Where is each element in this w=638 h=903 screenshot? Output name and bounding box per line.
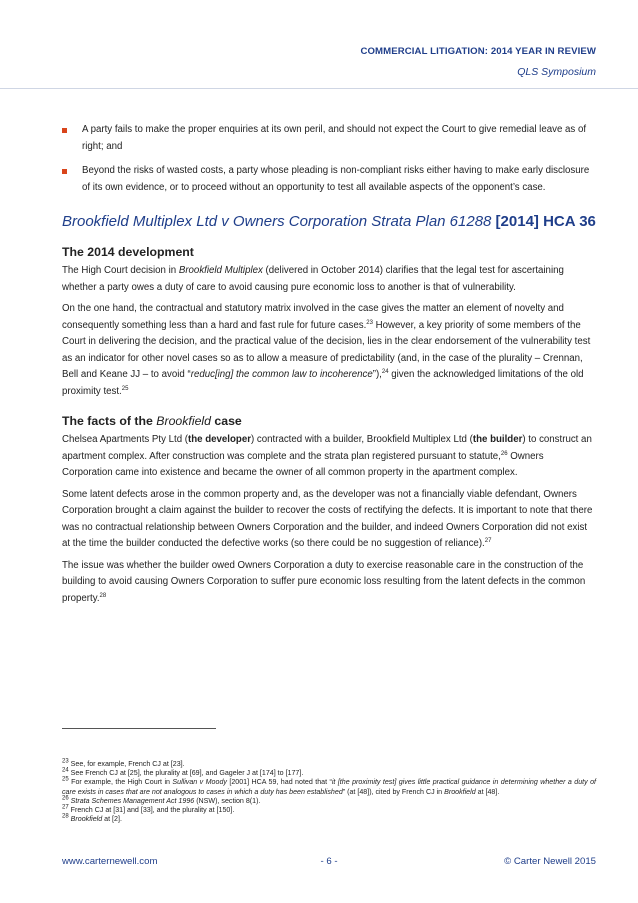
- footnote-ref[interactable]: 24: [381, 368, 389, 375]
- footnote: $^{25}$ For example, the High Court in Sullivan v Moody [2001] HCA 59, had noted that “it [the proximity test] gives little practical guidance in determining whether a duty of care exists in cases that are not analogous to cases in which a duty has been established” (at [48]), cited by French CJ in Brookfield at [48].: [62, 777, 597, 796]
- header-subtitle: QLS Symposium: [517, 66, 596, 78]
- footer-copyright: © Carter Newell 2015: [504, 856, 596, 867]
- footnote-ref[interactable]: 27: [484, 537, 492, 544]
- footnote-ref[interactable]: 26: [500, 450, 508, 457]
- footer-website-link[interactable]: www.carternewell.com: [62, 856, 158, 867]
- paragraph: The issue was whether the builder owed Owners Corporation a duty to exercise reasonable care in the construction of the building to avoid causing Owners Corporation to suffer pure economic loss resulting from the latent defects in the common property.$^{28}$: [62, 559, 586, 604]
- footnote: $^{26}$ Strata Schemes Management Act 1996 (NSW), section 8(1).: [62, 795, 261, 805]
- footnote-ref[interactable]: 25: [121, 385, 129, 392]
- paragraph: Chelsea Apartments Pty Ltd (the developer) contracted with a builder, Brookfield Multiplex Ltd (the builder) to construct an apartment complex. After construction was complete and the strata plan registered pursuant to statute,$^{26}$ Owners Corporation came into existence and became the owner of all common property in the apartment complex.: [62, 434, 592, 478]
- case-heading: [62, 212, 596, 231]
- footnote: $^{24}$ See French CJ at [25], the plurality at [69], and Gageler J at [174] to [177].: [62, 767, 304, 778]
- main-content: [62, 122, 596, 612]
- paragraph: Some latent defects arose in the common property and, as the developer was not a financially viable defendant, Owners Corporation brought a claim against the builder to recover the costs of rectifying the defects. It is important to note that there was no contractual relationship between Owners Corporation and the builder, and indeed Owners Corporation did not exist at the time the builder conducted the defective works (so there could be no suggestion of reliance).$^{27}$: [62, 488, 593, 549]
- footnote: $^{28}$ Brookfield at [2].: [62, 813, 122, 824]
- footnote-divider: [62, 728, 216, 729]
- bullet-item: [62, 163, 596, 196]
- footnotes: [62, 760, 596, 824]
- footer-page-number: - 6 -: [320, 856, 338, 867]
- bullet-item: [62, 122, 596, 155]
- bullet-text: A party fails to make the proper enquiries at its own peril, and should not expect the Court to give remedial leave as of right; and: [82, 124, 587, 152]
- bullet-square-icon: [62, 169, 67, 174]
- footnote: $^{27}$ French CJ at [31] and [33], and the plurality at [150].: [62, 804, 235, 815]
- paragraph: On the one hand, the contractual and statutory matrix involved in the case gives the matter an element of novelty and consequently something less than a hard and fast rule for future cases.$^{23}$ However, a key priority of some members of the Court in delivering the decision, and the practical value of the decision, lies in the clear endorsement of the vulnerability test as an indicator for other novel cases so as to allow a measure of predictability (and, in the case of the plurality – Crennan, Bell and Keane JJ – to avoid “reduc[ing] the common law to incoherence”),$^{24}$ given the acknowledged limitations of the old proximity test.$^{25}$: [62, 303, 591, 397]
- case-citation: [2014] HCA 36: [491, 213, 596, 230]
- header-title: COMMERCIAL LITIGATION: 2014 YEAR IN REVIEW: [360, 46, 596, 57]
- section-heading-development: The 2014 development: [62, 245, 194, 259]
- case-name: Brookfield Multiplex Ltd v Owners Corporation Strata Plan 61288: [62, 213, 492, 230]
- header-divider: [0, 88, 638, 89]
- footnote-ref[interactable]: 28: [99, 592, 107, 599]
- bullet-square-icon: [62, 128, 67, 133]
- bullet-text: Beyond the risks of wasted costs, a party whose pleading is non-compliant risks either having to make early disclosure of its own evidence, or to proceed without an opportunity to test all available aspects of the opponent’s case.: [82, 165, 590, 193]
- footnote: $^{23}$ See, for example, French CJ at [23].: [62, 758, 185, 768]
- paragraph: The High Court decision in Brookfield Multiplex (delivered in October 2014) clarifies that the legal test for ascertaining whether a party owes a duty of care to avoid causing pure economic loss to another is that of vulnerability.: [62, 265, 564, 293]
- footnote-ref[interactable]: 23: [366, 319, 373, 326]
- section-heading-facts: The facts of the Brookfield case: [62, 414, 242, 428]
